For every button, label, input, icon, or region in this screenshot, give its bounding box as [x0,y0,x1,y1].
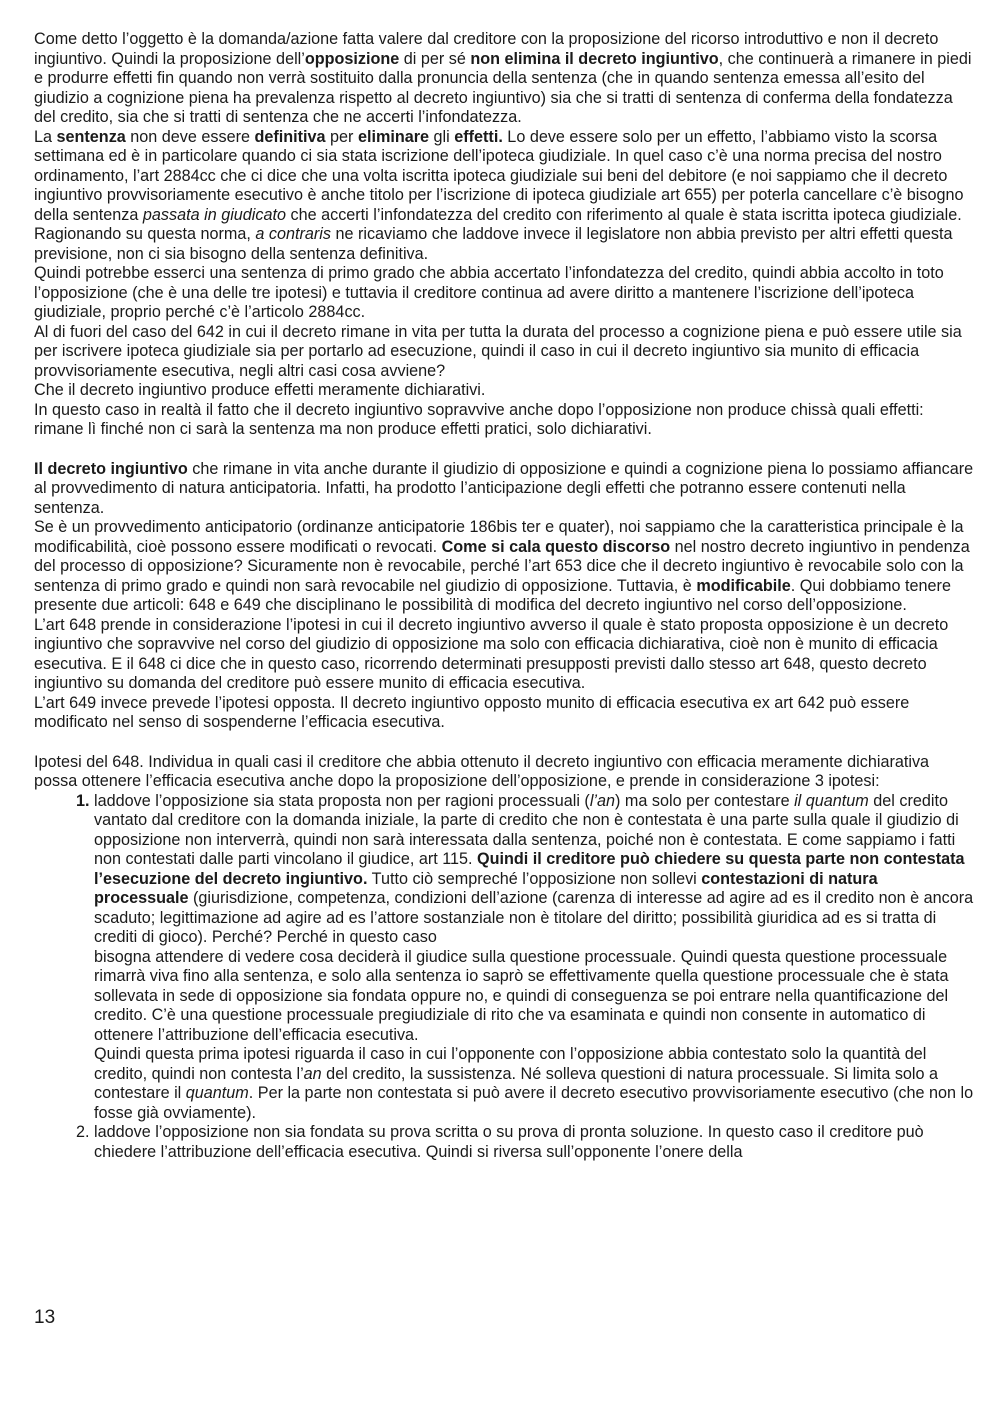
bold-text: non elimina il decreto ingiuntivo [470,49,719,68]
text-run: ne ricaviamo che laddove invece il legislatore non abbia previsto per altri effetti questa previsione, non ci sia bisogno della sentenza definitiva. [34,225,953,263]
text-run: Ipotesi del 648. Individua in quali casi il creditore che abbia ottenuto il decreto ingiuntivo con efficacia meramente dichiarativa possa ottenere l’efficacia esecutiva anche dopo la proposizione dell’opposizione, e prende in considerazione 3 ipotesi: [34,752,930,790]
text-run: Ragionando su questa norma, [34,225,256,243]
list-item [94,792,974,1124]
bold-text: opposizione [304,49,400,68]
document-page [34,30,974,1162]
text-run: del credito vantato dal creditore con la domanda iniziale, la parte di credito che non è contestata è una parte sulla quale il giudizio di opposizione non interverrà, quindi non sarà interessata dalla sentenza, poiché non è contestata. E come sappiamo i fatti non contestati dalle parti vincolano il giudice, art 115. [94,791,959,868]
text-run: L’art 649 invece prevede l’ipotesi opposta. Il decreto ingiuntivo opposto munito di efficacia esecutiva ex art 642 può essere modificato nel senso di sospenderne l’efficacia esecutiva. [34,693,910,731]
hypotheses-list [34,792,974,1163]
paragraph-spacer [34,440,974,460]
bold-text: contestazioni di natura processuale [94,869,878,907]
paragraph [34,753,974,792]
text-run: Che il decreto ingiuntivo produce effetti meramente dichiarativi. [34,381,486,399]
text-run: ) ma solo per contestare [615,791,795,810]
paragraph [34,381,974,401]
text-run: laddove l’opposizione sia stata proposta non per ragioni processuali ( [94,791,590,810]
text-run: (giurisdizione, competenza, condizioni dell’azione (carenza di interesse ad agire ad es il credito non è ancora scaduto; legittimazione ad agire ad es l’attore sostanziale non è titolare del diritto; possibilità giuridica ad es si tratta di crediti di gioco). Perché? Perché in questo caso bisogna attendere di vedere cosa deciderà il giudice sulla questione processuale. Quindi questa questione processuale rimarrà viva fino alla sentenza, e solo alla sentenza io saprò se effettivamente quella questione processuale che è stata sollevata in sede di opposizione sia fondata oppure no, e quindi di conseguenza se poi entrare nella quantificazione del credito. C’è una questione processuale pregiudiziale di rito che va esaminata e quindi non consente in automatico di ottenere l’attribuzione dell’efficacia esecutiva. Quindi questa prima ipotesi riguarda il caso in cui l’opponente con l’opposizione abbia contestato solo la quantità del credito, quindi non contesta l’ [94,889,974,1083]
italic-text: il quantum [794,791,869,810]
text-run: . Qui dobbiamo tenere presente due articoli: 648 e 649 che disciplinano le possibilità di modifica del decreto ingiuntivo nel corso dell’opposizione. [34,576,951,614]
italic-text: passata in giudicato [142,205,286,224]
text-run: che rimane in vita anche durante il giudizio di opposizione e quindi a cognizione piena lo possiamo affiancare al provvedimento di natura anticipatoria. Infatti, ha prodotto l’anticipazione degli effetti che potranno essere contenuti nella sentenza. [34,459,974,517]
text-run: che accerti l’infondatezza del credito con riferimento al quale è stata iscritta ipoteca giudiziale. [286,205,962,224]
paragraph [34,225,974,264]
bold-text: Il decreto ingiuntivo [34,459,188,478]
italic-text: quantum [185,1084,249,1102]
text-run: gli [429,127,455,146]
bold-text: effetti. [454,127,503,146]
italic-text: a contraris [255,225,331,243]
text-run: Quindi potrebbe esserci una sentenza di primo grado che abbia accertato l’infondatezza del credito, quindi abbia accolto in toto l’opposizione (che è una delle tre ipotesi) e tuttavia il creditore continua ad avere diritto a mantenere l’iscrizione dell’ipoteca giudiziale, proprio perché c’è l’articolo 2884cc. [34,264,944,321]
paragraph-spacer [34,733,974,753]
text-run: La [34,127,57,146]
italic-text: an [303,1064,322,1083]
paragraph [34,323,974,382]
italic-text: l’an [589,791,616,810]
text-run: Lo deve essere solo per un effetto, l’abbiamo visto la scorsa settimana ed è in particolare quando ci sia stata iscrizione dell’ipoteca giudiziale. In quel caso c’è una norma precisa del nostro ordinamento, l’art 2884cc che ci dice che una volta iscritta ipoteca giudiziale sui beni del debitore (e noi sappiamo che il decreto ingiuntivo provvisoriamente esecutivo è anche titolo per l’iscrizione di ipoteca giudiziale art 655) per poterla cancellare c’è bisogno della sentenza [34,127,964,224]
text-run: Se è un provvedimento anticipatorio (ordinanze anticipatorie 186bis ter e quater), noi sappiamo che la caratteristica principale è la modificabilità, cioè possono essere modificati o revocati. [34,518,964,556]
text-run: nel nostro decreto ingiuntivo in pendenza del processo di opposizione? Sicuramente non è revocabile, perché l’art 653 dice che il decreto ingiuntivo è revocabile solo con la sentenza di primo grado e quindi non sarà revocabile nel giudizio di opposizione. Tuttavia, è [34,537,970,595]
paragraph [34,264,974,323]
text-run: Come detto l’oggetto è la domanda/azione fatta valere dal creditore con la proposizione del ricorso introduttivo e non il decreto ingiuntivo. Quindi la proposizione dell’ [34,30,939,68]
bold-text: Come si cala questo discorso [441,537,671,556]
paragraph [34,128,974,226]
paragraph [34,401,974,440]
list-item [94,1123,974,1162]
page-number: 13 [34,1307,56,1328]
text-run: di per sé [399,49,471,68]
bold-text: sentenza [56,127,126,146]
paragraph [34,616,974,694]
bold-text: modificabile [696,576,791,595]
text-run: , che continuerà a rimanere in piedi e produrre effetti fin quando non verrà sostituito dalla pronuncia della sentenza (che in quando sentenza emessa all’esito del giudizio a cognizione piena ha prevalenza rispetto al decreto ingiuntivo) sia che si tratti di sentenza di conferma della fondatezza del credito, sia che si tratti di sentenza che ne accerti l’infondatezza. [34,49,972,126]
text-run: del credito, la sussistenza. Né solleva questioni di natura processuale. Si limita solo a contestare il [94,1064,939,1102]
paragraph [34,460,974,519]
bold-text: Quindi il creditore può chiedere su questa parte non contestata l’esecuzione del decreto ingiuntivo. [94,850,965,888]
text-run: per [325,127,358,146]
bold-text: eliminare [357,127,430,146]
text-run: laddove l’opposizione non sia fondata su prova scritta o su prova di pronta soluzione. In questo caso il creditore può chiedere l’attribuzione dell’efficacia esecutiva. Quindi si riversa sull’opponente l’onere della [94,1123,924,1161]
text-run: Tutto ciò sempreché l’opposizione non sollevi [367,869,702,888]
paragraph [34,518,974,616]
text-run: . Per la parte non contestata si può avere il decreto esecutivo provvisoriamente esecutivo (che non lo fosse già ovviamente). [94,1084,974,1122]
text-run: Al di fuori del caso del 642 in cui il decreto rimane in vita per tutta la durata del processo a cognizione piena e può essere utile sia per iscrivere ipoteca giudiziale sia per portarlo ad esecuzione, quindi il caso in cui il decreto ingiuntivo sia munito di efficacia provvisoriamente esecutiva, negli altri casi cosa avviene? [34,322,962,380]
text-run: L’art 648 prende in considerazione l’ipotesi in cui il decreto ingiuntivo avverso il quale è stato proposta opposizione è un decreto ingiuntivo che sopravvive nel corso del giudizio di opposizione ma solo con efficacia dichiarativa, cioè non è munito di efficacia esecutiva. E il 648 ci dice che in questo caso, ricorrendo determinati presupposti previsti dallo stesso art 648, questo decreto ingiuntivo su domanda del creditore può essere munito di efficacia esecutiva. [34,615,949,692]
paragraph [34,694,974,733]
bold-text: definitiva [254,127,326,146]
text-run: In questo caso in realtà il fatto che il decreto ingiuntivo sopravvive anche dopo l’opposizione non produce chissà quali effetti: rimane lì finché non ci sarà la sentenza ma non produce effetti pratici, solo dichiarativi. [34,400,924,438]
paragraph [34,30,974,128]
text-run: non deve essere [125,127,255,146]
